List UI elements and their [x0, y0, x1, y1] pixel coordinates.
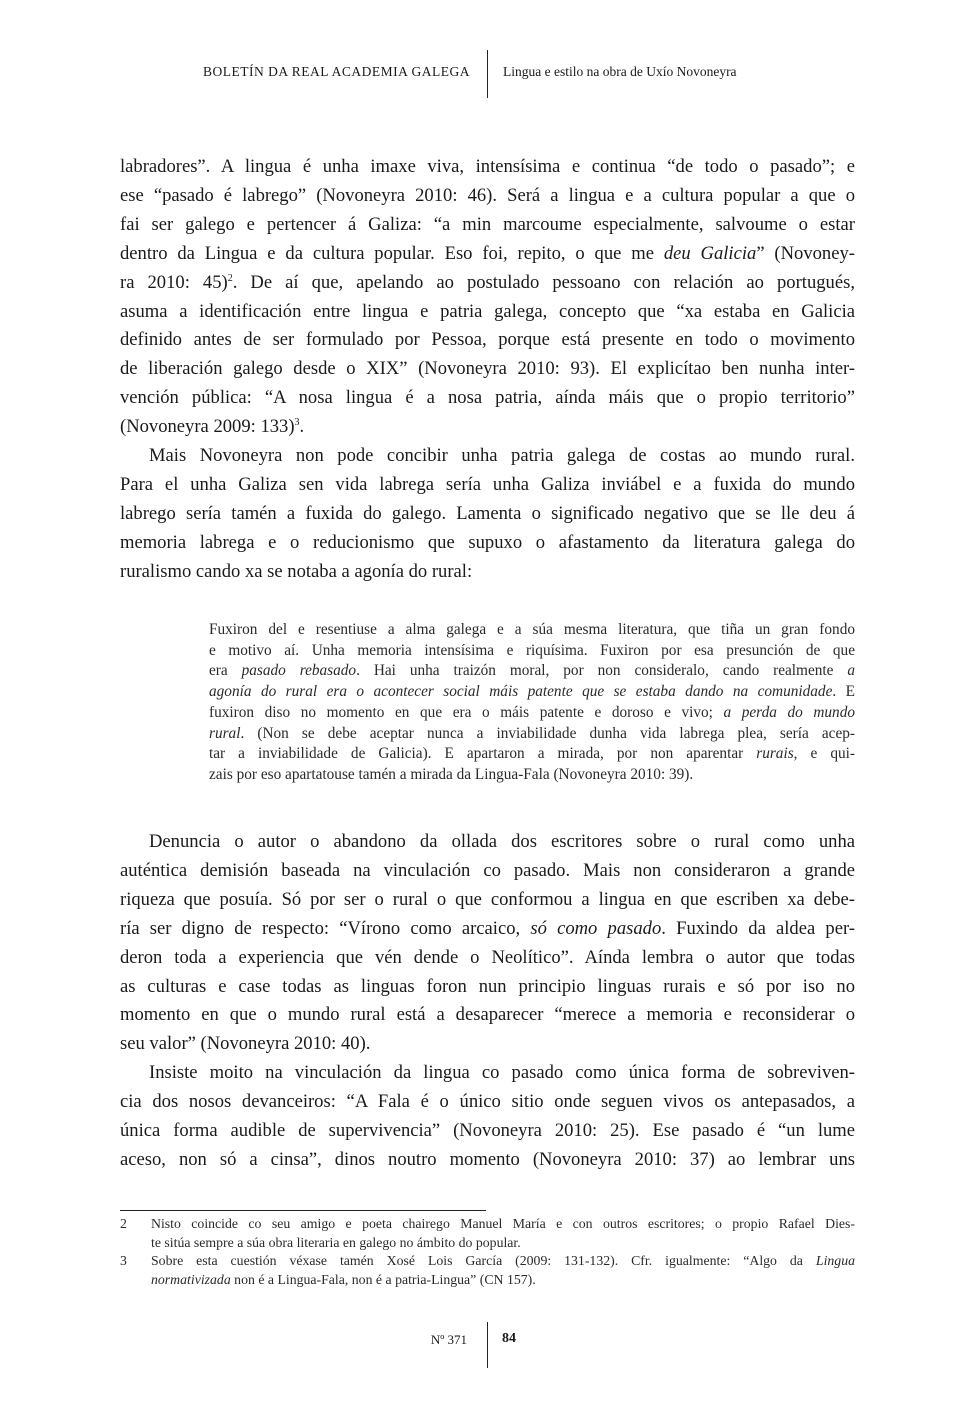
quote-line: e motivo aí. Unha memoria intensísima e riquísima. Fuxiron por esa presunción de que [209, 641, 855, 659]
running-footer [0, 1322, 975, 1368]
quote-line: agonía do rural era o acontecer social máis patente que se estaba dando na comunidade. E [209, 683, 855, 701]
text-line: Insiste moito na vinculación da lingua co pasado como única forma de sobreviven- [149, 1062, 855, 1084]
body-text-top [120, 153, 855, 587]
quote-line: zais por eso apartatouse tamén a mirada da Lingua-Fala (Novoneyra 2010: 39). [209, 765, 694, 783]
text-line: ruralismo cando xa se notaba a agonía do rural: [120, 560, 473, 582]
footnote-line: te sitúa sempre a súa obra literaria en galego no ámbito do popular. [151, 1234, 521, 1250]
text-line: única forma audible de supervivencia” (Novoneyra 2010: 25). Ese pasado é “un lume [120, 1120, 855, 1142]
text-line: Denuncia o autor o abandono da ollada dos escritores sobre o rural como unha [149, 831, 855, 852]
footnote-ref-3[interactable]: 3 [294, 417, 300, 429]
quote-line: Fuxiron del e resentiuse a alma galega e a súa mesma literatura, que tiña un gran fondo [209, 621, 855, 638]
text-line: ría ser digno de respecto: “Vírono como arcaico, só como pasado. Fuxindo da aldea per- [120, 917, 855, 939]
footnote-line: normativizada non é a Lingua-Fala, non é a patria-Lingua” (CN 157). [151, 1271, 536, 1287]
paragraph-2 [120, 442, 855, 587]
paragraph-3 [120, 828, 855, 1059]
text-line: riqueza que posuía. Só por ser o rural o que conformou a lingua en que escriben xa debe- [120, 888, 855, 910]
text-line: fai ser galego e pertencer á Galiza: “a min marcoume especialmente, salvoume o estar [120, 213, 855, 235]
quote-line: era pasado rebasado. Hai unha traizón moral, por non consideralo, cando realmente a [209, 662, 856, 680]
text-line: as culturas e case todas as linguas foron nun principio linguas rurais e só por iso no [120, 975, 855, 997]
footnote-number: 2 [120, 1216, 127, 1231]
text-line: definido antes de ser formulado por Pessoa, porque está presente en todo o movimento [120, 329, 855, 351]
text-line: cia dos nosos devanceiros: “A Fala é o único sitio onde seguen vivos os antepasados, a [120, 1091, 855, 1113]
footnotes [120, 1215, 855, 1289]
text-line: labrego sería tamén a fuxida do galego. Lamenta o significado negativo que se lle deu á [120, 502, 855, 524]
text-line: labradores”. A lingua é unha imaxe viva, intensísima e continua “de todo o pasado”; e [120, 156, 855, 177]
footnote-ref-2[interactable]: 2 [227, 272, 233, 284]
text-line: memoria labrega e o reducionismo que supuxo o afastamento da literatura galega do [120, 531, 855, 553]
text-line: dentro da Lingua e da cultura popular. Eso foi, repito, o que me deu Galicia” (Novoney- [120, 242, 855, 264]
body-text-bottom [120, 828, 855, 1175]
footnote-line: Sobre esta cuestión véxase tamén Xosé Lois García (2009: 131-132). Cfr. igualmente: “Algo da Lingua [151, 1253, 855, 1268]
footnote-number: 3 [120, 1253, 127, 1268]
text-line: auténtica demisión baseada na vinculación co pasado. Mais non consideraron a grande [120, 859, 855, 881]
paragraph-1 [120, 153, 855, 442]
quote-line: rural. (Non se debe aceptar nunca a inviabilidade dunha vida labrega plea, sería acep- [209, 724, 855, 742]
text-line: deron toda a experiencia que vén dende o Neolítico”. Aínda lembra o autor que todas [120, 946, 855, 968]
journal-title: BOLETÍN DA REAL ACADEMIA GALEGA [203, 64, 470, 79]
text-line: asuma a identificación entre lingua e patria galega, concepto que “xa estaba en Galicia [120, 300, 855, 322]
page-number: 84 [502, 1331, 516, 1346]
text-line: seu valor” (Novoneyra 2010: 40). [120, 1033, 371, 1055]
text-line: Para el unha Galiza sen vida labrega sería unha Galiza inviábel e a fuxida do mundo [120, 473, 855, 495]
block-quote [209, 620, 855, 786]
text-line: de liberación galego desde o XIX” (Novoneyra 2010: 93). El explicítao ben nunha inter- [120, 358, 855, 380]
text-line: ese “pasado é labrego” (Novoneyra 2010: 46). Será a lingua e a cultura popular a que o [120, 184, 855, 206]
running-header [0, 50, 975, 100]
quote-line: fuxiron diso no momento en que era o máis patente e doroso e vivo; a perda do mundo [209, 703, 855, 721]
footnote-separator [120, 1210, 486, 1211]
issue-number: Nº 371 [430, 1332, 467, 1347]
text-line: aceso, non só a cinsa”, dinos noutro momento (Novoneyra 2010: 37) ao lembrar uns [120, 1148, 855, 1170]
text-line: Mais Novoneyra non pode concibir unha patria galega de costas ao mundo rural. [149, 445, 855, 467]
text-line: momento en que o mundo rural está a desaparecer “merece a memoria e reconsiderar o [120, 1004, 855, 1026]
footnote-2 [120, 1215, 855, 1252]
text-line: vención pública: “A nosa lingua é a nosa patria, aínda máis que o propio territorio” [120, 387, 855, 409]
paragraph-4 [120, 1059, 855, 1175]
footnote-3 [120, 1252, 855, 1289]
header-divider [487, 50, 488, 98]
article-title: Lingua e estilo na obra de Uxío Novoneyra [503, 64, 737, 79]
footer-divider [487, 1322, 488, 1368]
text-line: (Novoneyra 2009: 133)$^3$. [120, 416, 305, 438]
text-line: ra 2010: 45)$^2$. De aí que, apelando ao postulado pessoano con relación ao portugués, [120, 271, 855, 293]
footnote-line: Nisto coincide co seu amigo e poeta chairego Manuel María e con outros escritores; o propio Rafael Dies- [151, 1216, 855, 1231]
quote-line: tar a inviabilidade de Galicia). E apartaron a mirada, por non aparentar rurais, e qui- [209, 745, 855, 763]
